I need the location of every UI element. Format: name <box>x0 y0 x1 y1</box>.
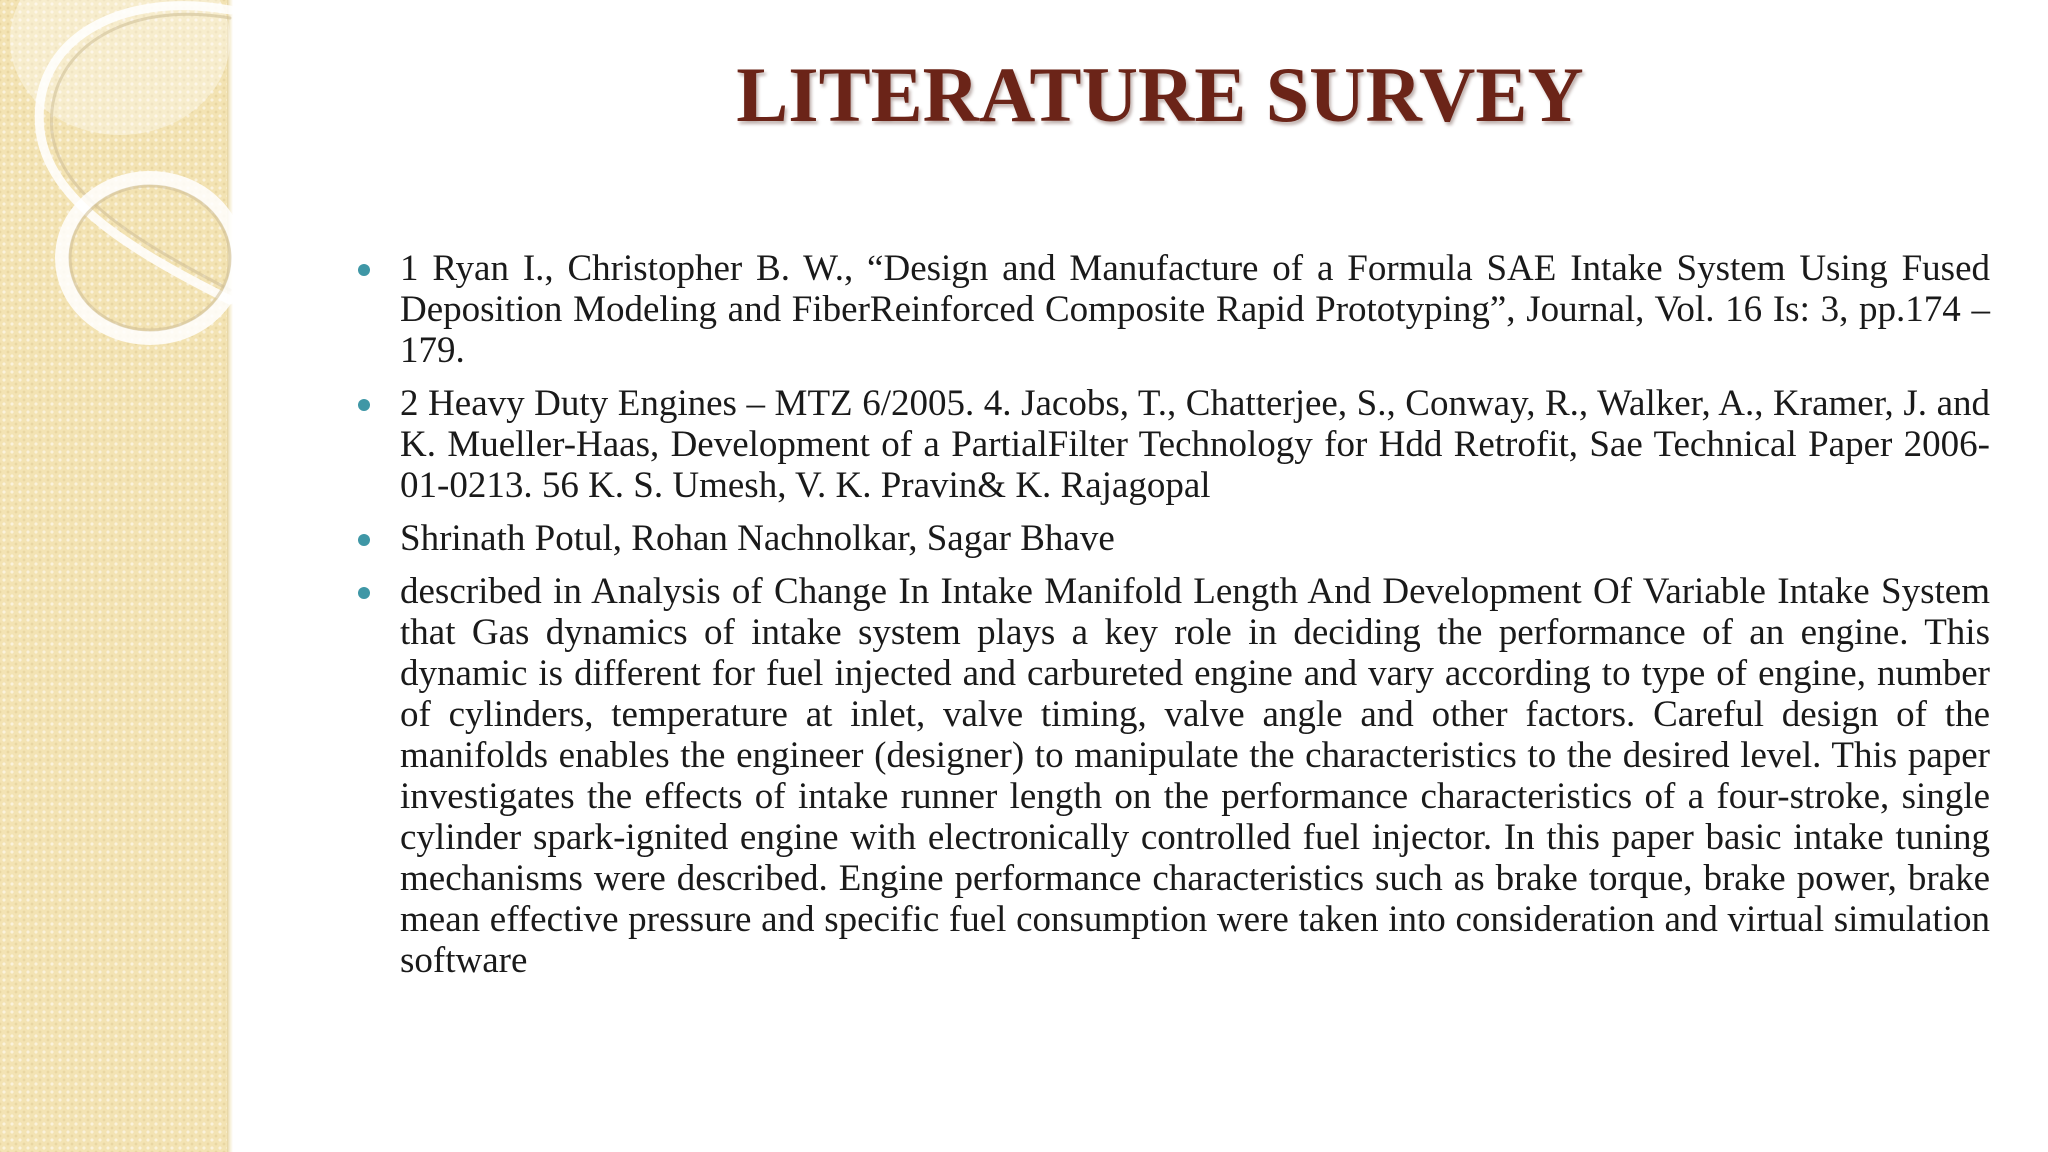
reference-list <box>352 248 1990 993</box>
bullet-dot-icon <box>358 587 370 599</box>
slide-title: LITERATURE SURVEY <box>736 51 1584 138</box>
reference-text: described in Analysis of Change In Intake Manifold Length And Development Of Variable Intake System that Gas dynamics of intake system plays a key role in deciding the performance of an engine. This dynamic is different for fuel injected and carbureted engine and vary according to type of engine, number of cylinders, temperature at inlet, valve timing, valve angle and other factors. Careful design of the manifolds enables the engineer (designer) to manipulate the characteristics to the desired level. This paper investigates the effects of intake runner length on the performance characteristics of a four-stroke, single cylinder spark-ignited engine with electronically controlled fuel injector. In this paper basic intake tuning mechanisms were described. Engine performance characteristics such as brake torque, brake power, brake mean effective pressure and specific fuel consumption were taken into consideration and virtual simulation software <box>400 571 1990 981</box>
bullet-dot-icon <box>358 264 370 276</box>
bullet-dot-icon <box>358 534 370 546</box>
swirl-ornament-icon <box>0 0 240 420</box>
reference-text: 1 Ryan I., Christopher B. W., “Design and Manufacture of a Formula SAE Intake System Using Fused Deposition Modeling and FiberReinforced Composite Rapid Prototyping”, Journal, Vol. 16 Is: 3, pp.174 – 179. <box>400 248 1990 371</box>
reference-text: 2 Heavy Duty Engines – MTZ 6/2005. 4. Jacobs, T., Chatterjee, S., Conway, R., Walker, A., Kramer, J. and K. Mueller-Haas, Development of a PartialFilter Technology for Hdd Retrofit, Sae Technical Paper 2006-01-0213. 56 K. S. Umesh, V. K. Pravin& K. Rajagopal <box>400 383 1990 506</box>
reference-item-3 <box>352 518 1990 559</box>
bullet-dot-icon <box>358 399 370 411</box>
reference-text: Shrinath Potul, Rohan Nachnolkar, Sagar Bhave <box>400 518 1115 559</box>
reference-item-4 <box>352 571 1990 981</box>
reference-item-2 <box>352 383 1990 506</box>
reference-item-1 <box>352 248 1990 371</box>
